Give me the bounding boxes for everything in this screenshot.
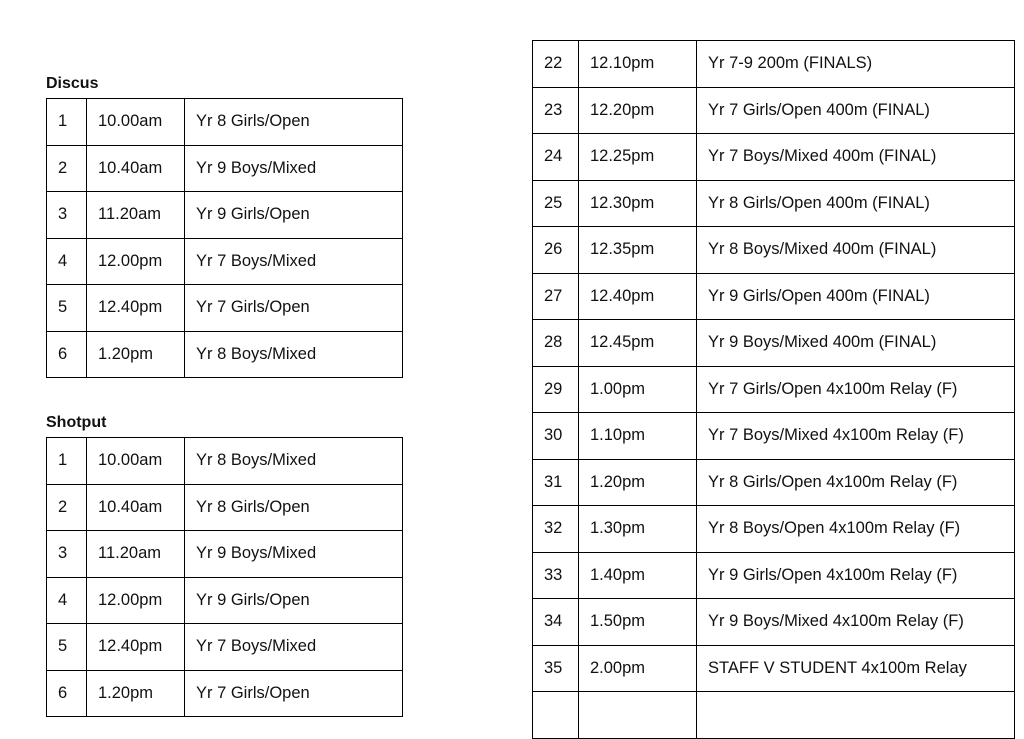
event-name-cell: Yr 9 Boys/Mixed 4x100m Relay (F) — [697, 599, 1015, 646]
event-time-cell: 11.20am — [87, 531, 185, 578]
table-row — [533, 227, 1015, 274]
table-row — [47, 238, 403, 285]
table-row — [47, 531, 403, 578]
event-name-cell: Yr 9 Girls/Open 400m (FINAL) — [697, 273, 1015, 320]
event-time-cell: 12.25pm — [579, 134, 697, 181]
table-row — [533, 459, 1015, 506]
event-time-cell: 12.45pm — [579, 320, 697, 367]
event-name-cell: Yr 8 Girls/Open — [185, 484, 403, 531]
event-name-cell: Yr 8 Girls/Open 4x100m Relay (F) — [697, 459, 1015, 506]
event-name-cell: Yr 7 Girls/Open 4x100m Relay (F) — [697, 366, 1015, 413]
event-name-cell: Yr 7 Boys/Mixed 400m (FINAL) — [697, 134, 1015, 181]
event-time-cell: 12.30pm — [579, 180, 697, 227]
table-row — [47, 331, 403, 378]
table-row — [533, 692, 1015, 739]
table-row — [533, 413, 1015, 460]
event-name-cell: Yr 7 Boys/Mixed 4x100m Relay (F) — [697, 413, 1015, 460]
event-time-cell — [579, 692, 697, 739]
event-time-cell: 12.10pm — [579, 41, 697, 88]
event-time-cell: 1.20pm — [87, 670, 185, 717]
event-number-cell: 26 — [533, 227, 579, 274]
event-name-cell: Yr 8 Girls/Open — [185, 99, 403, 146]
table-row — [533, 320, 1015, 367]
table-row — [533, 87, 1015, 134]
event-name-cell: Yr 8 Boys/Mixed — [185, 331, 403, 378]
table-row — [47, 577, 403, 624]
event-number-cell: 1 — [47, 99, 87, 146]
event-name-cell: Yr 7 Girls/Open — [185, 285, 403, 332]
event-time-cell: 1.10pm — [579, 413, 697, 460]
event-name-cell — [697, 692, 1015, 739]
event-number-cell: 22 — [533, 41, 579, 88]
event-number-cell: 2 — [47, 145, 87, 192]
discus-table — [46, 98, 403, 378]
event-time-cell: 12.20pm — [579, 87, 697, 134]
table-row — [533, 552, 1015, 599]
event-number-cell: 5 — [47, 285, 87, 332]
event-number-cell: 27 — [533, 273, 579, 320]
event-name-cell: Yr 9 Girls/Open 4x100m Relay (F) — [697, 552, 1015, 599]
table-row — [47, 192, 403, 239]
event-name-cell: Yr 8 Boys/Mixed 400m (FINAL) — [697, 227, 1015, 274]
event-number-cell: 1 — [47, 438, 87, 485]
event-number-cell: 24 — [533, 134, 579, 181]
event-time-cell: 2.00pm — [579, 645, 697, 692]
table-row — [47, 624, 403, 671]
event-time-cell: 12.35pm — [579, 227, 697, 274]
event-number-cell: 32 — [533, 506, 579, 553]
event-number-cell: 2 — [47, 484, 87, 531]
event-name-cell: Yr 8 Girls/Open 400m (FINAL) — [697, 180, 1015, 227]
shotput-title: Shotput — [46, 414, 107, 431]
table-row — [533, 41, 1015, 88]
event-name-cell: Yr 9 Boys/Mixed 400m (FINAL) — [697, 320, 1015, 367]
event-number-cell: 3 — [47, 192, 87, 239]
event-name-cell: Yr 9 Boys/Mixed — [185, 145, 403, 192]
event-time-cell: 1.20pm — [87, 331, 185, 378]
event-time-cell: 11.20am — [87, 192, 185, 239]
event-number-cell: 34 — [533, 599, 579, 646]
shotput-table — [46, 437, 403, 717]
event-number-cell: 5 — [47, 624, 87, 671]
event-number-cell: 23 — [533, 87, 579, 134]
event-name-cell: Yr 9 Boys/Mixed — [185, 531, 403, 578]
event-time-cell: 12.40pm — [87, 285, 185, 332]
event-number-cell: 35 — [533, 645, 579, 692]
table-row — [533, 180, 1015, 227]
event-name-cell: Yr 7 Boys/Mixed — [185, 624, 403, 671]
table-row — [47, 438, 403, 485]
event-time-cell: 1.50pm — [579, 599, 697, 646]
event-time-cell: 1.20pm — [579, 459, 697, 506]
event-name-cell: STAFF V STUDENT 4x100m Relay — [697, 645, 1015, 692]
event-number-cell: 30 — [533, 413, 579, 460]
table-row — [533, 366, 1015, 413]
event-name-cell: Yr 9 Girls/Open — [185, 577, 403, 624]
event-number-cell — [533, 692, 579, 739]
schedule-table — [532, 40, 1015, 739]
event-number-cell: 29 — [533, 366, 579, 413]
event-number-cell: 6 — [47, 331, 87, 378]
event-name-cell: Yr 7 Girls/Open — [185, 670, 403, 717]
table-row — [533, 134, 1015, 181]
table-row — [47, 285, 403, 332]
event-time-cell: 1.00pm — [579, 366, 697, 413]
table-row — [533, 273, 1015, 320]
event-time-cell: 12.00pm — [87, 238, 185, 285]
event-number-cell: 4 — [47, 238, 87, 285]
event-number-cell: 4 — [47, 577, 87, 624]
event-name-cell: Yr 7 Girls/Open 400m (FINAL) — [697, 87, 1015, 134]
event-time-cell: 12.00pm — [87, 577, 185, 624]
table-row — [47, 145, 403, 192]
table-row — [533, 506, 1015, 553]
discus-title: Discus — [46, 75, 99, 92]
table-row — [533, 645, 1015, 692]
event-name-cell: Yr 7-9 200m (FINALS) — [697, 41, 1015, 88]
table-row — [47, 670, 403, 717]
event-number-cell: 28 — [533, 320, 579, 367]
event-name-cell: Yr 9 Girls/Open — [185, 192, 403, 239]
event-number-cell: 33 — [533, 552, 579, 599]
table-row — [47, 99, 403, 146]
event-time-cell: 1.40pm — [579, 552, 697, 599]
event-number-cell: 6 — [47, 670, 87, 717]
event-time-cell: 10.40am — [87, 484, 185, 531]
event-number-cell: 25 — [533, 180, 579, 227]
event-name-cell: Yr 8 Boys/Open 4x100m Relay (F) — [697, 506, 1015, 553]
event-name-cell: Yr 8 Boys/Mixed — [185, 438, 403, 485]
event-time-cell: 12.40pm — [87, 624, 185, 671]
table-row — [47, 484, 403, 531]
event-number-cell: 31 — [533, 459, 579, 506]
event-time-cell: 12.40pm — [579, 273, 697, 320]
event-time-cell: 10.00am — [87, 438, 185, 485]
event-number-cell: 3 — [47, 531, 87, 578]
event-time-cell: 1.30pm — [579, 506, 697, 553]
event-time-cell: 10.40am — [87, 145, 185, 192]
table-row — [533, 599, 1015, 646]
event-name-cell: Yr 7 Boys/Mixed — [185, 238, 403, 285]
event-time-cell: 10.00am — [87, 99, 185, 146]
